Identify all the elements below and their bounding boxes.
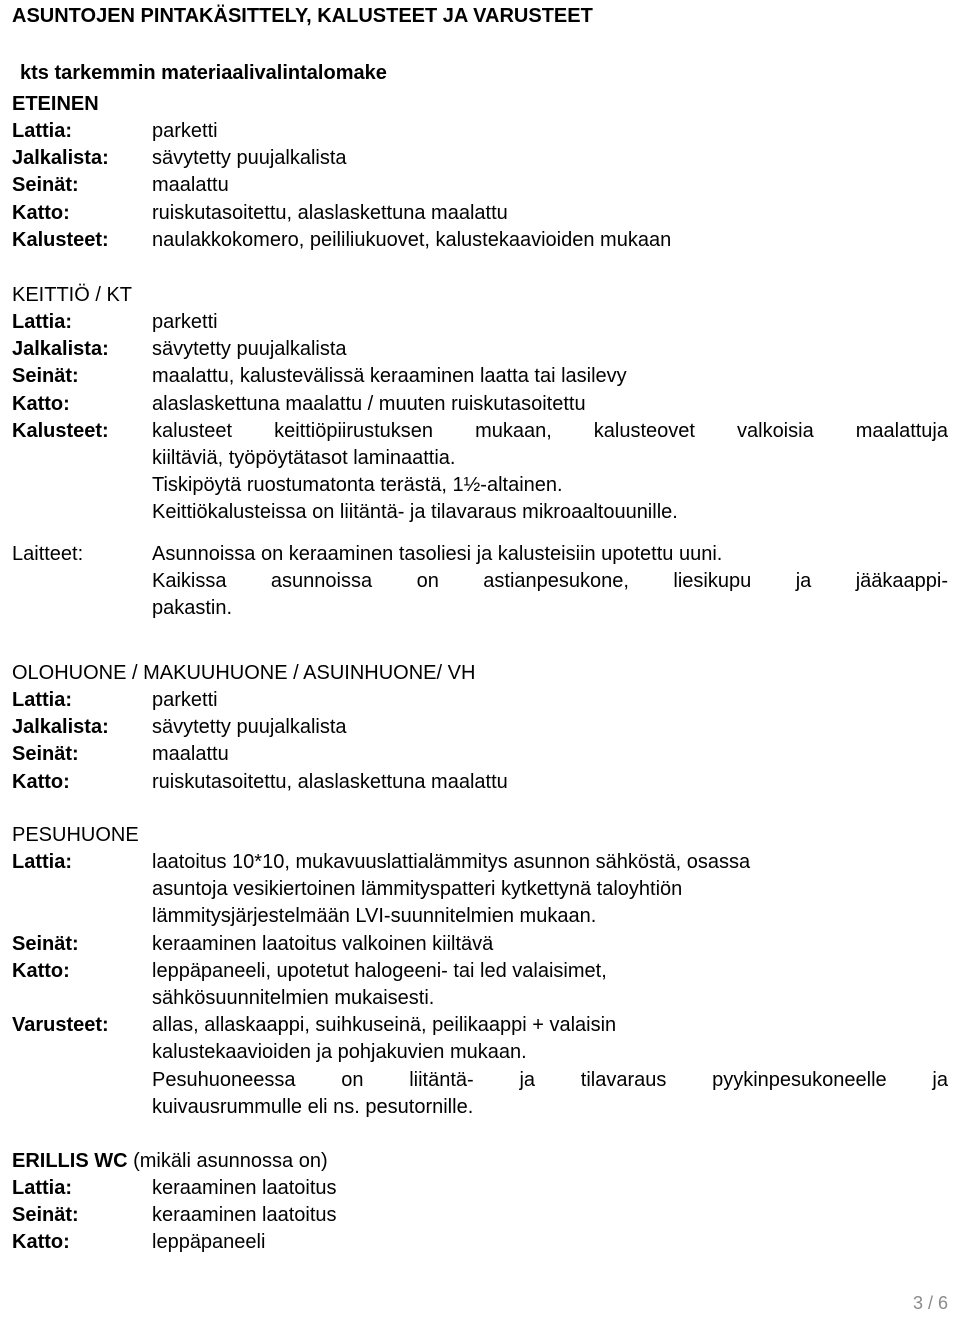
spec-label: Kalusteet:: [12, 228, 109, 251]
spec-label: Laitteet:: [12, 542, 84, 565]
spec-value-line: maalattu: [152, 174, 229, 197]
spec-value-line: Kaikissa asunnoissa on astianpesukone, liesikupu ja jääkaappi-: [152, 569, 948, 592]
page-separator: /: [922, 1293, 938, 1313]
spec-label: Lattia:: [12, 311, 72, 333]
spec-value-line: Pesuhuoneessa on liitäntä- ja tilavaraus pyykinpesukoneelle ja: [152, 1068, 948, 1091]
section-heading: PESUHUONE: [12, 824, 139, 846]
spec-value: [152, 118, 948, 145]
spec-label: Seinät:: [12, 932, 79, 955]
spec-label: Jalkalista:: [12, 338, 109, 361]
spec-row: [12, 714, 948, 741]
spec-row: [12, 769, 948, 796]
spec-value: [152, 336, 948, 363]
spec-value-line: Asunnoissa on keraaminen tasoliesi ja kalusteisiin upotettu uuni.: [152, 542, 723, 565]
spec-value: [152, 958, 948, 1012]
spec-value-line: sävytetty puujalkalista: [152, 338, 347, 361]
section-heading: KEITTIÖ / KT: [12, 284, 133, 306]
spec-row: [12, 1229, 948, 1256]
spec-value: [152, 1229, 948, 1256]
spec-value-line: parketti: [152, 311, 218, 333]
section-heading: OLOHUONE / MAKUUHUONE / ASUINHUONE/ VH: [12, 662, 476, 684]
section-heading-note: (mikäli asunnossa on): [133, 1150, 328, 1172]
section-erillis-wc: [12, 1148, 948, 1257]
spec-value-line: leppäpaneeli: [152, 1231, 266, 1254]
spec-label: Varusteet:: [12, 1014, 109, 1037]
spec-value: [152, 1012, 948, 1121]
spec-value: [152, 1175, 948, 1202]
spec-value-line: kuivausrummulle eli ns. pesutornille.: [152, 1095, 474, 1118]
spec-value-line: kalustekaavioiden ja pohjakuvien mukaan.: [152, 1041, 527, 1064]
spec-value-line: sävytetty puujalkalista: [152, 147, 347, 170]
spec-value: [152, 200, 948, 227]
spec-label: Lattia:: [12, 689, 72, 711]
spec-row: [12, 1175, 948, 1202]
spec-value-line: lämmitysjärjestelmään LVI-suunnitelmien mukaan.: [152, 905, 597, 928]
spec-value-line: asuntoja vesikiertoinen lämmityspatteri kytkettynä taloyhtiön: [152, 878, 683, 901]
spec-value-line: ruiskutasoitettu, alaslaskettuna maalattu: [152, 770, 508, 793]
page-number: [913, 1293, 948, 1314]
spec-row: [12, 958, 948, 1012]
materials-note: kts tarkemmin materiaalivalintalomake: [20, 62, 387, 84]
spec-value: [152, 363, 948, 390]
spec-row: [12, 741, 948, 768]
spec-value-line: leppäpaneeli, upotetut halogeeni- tai led valaisimet,: [152, 959, 607, 982]
spec-value: [152, 849, 948, 931]
spec-label: Seinät:: [12, 743, 79, 766]
spec-value: [152, 687, 948, 714]
spec-row: [12, 227, 948, 254]
section-heading: ETEINEN: [12, 93, 99, 115]
spec-value-line: laatoitus 10*10, mukavuuslattialämmitys asunnon sähköstä, osassa: [152, 851, 751, 873]
spec-value: [152, 541, 948, 623]
spec-row: [12, 687, 948, 714]
spec-row: [12, 172, 948, 199]
spec-label: Katto:: [12, 201, 70, 224]
spec-label: Seinät:: [12, 1204, 79, 1227]
spec-row: [12, 541, 948, 623]
spec-row: [12, 849, 948, 931]
spec-value: [152, 145, 948, 172]
spec-label: Katto:: [12, 770, 70, 793]
spec-label: Lattia:: [12, 851, 72, 873]
spec-value-line: allas, allaskaappi, suihkuseinä, peilikaappi + valaisin: [152, 1014, 617, 1037]
spec-value: [152, 931, 948, 958]
spec-value-line: keraaminen laatoitus: [152, 1204, 337, 1227]
spec-value-line: parketti: [152, 120, 218, 142]
spec-row: [12, 200, 948, 227]
page-current: 3: [912, 1293, 923, 1313]
spec-row: [12, 145, 948, 172]
spec-row: [12, 363, 948, 390]
spec-label: Jalkalista:: [12, 716, 109, 739]
spec-row: [12, 931, 948, 958]
spec-value: [152, 227, 948, 254]
spec-row: [12, 336, 948, 363]
section-heading: [12, 1148, 948, 1175]
spec-value-line: Keittiökalusteissa on liitäntä- ja tilavaraus mikroaaltouunille.: [152, 501, 678, 524]
section-olohuone: [12, 660, 948, 796]
spec-value-line: keraaminen laatoitus valkoinen kiiltävä: [152, 932, 494, 955]
spec-value-line: parketti: [152, 689, 218, 711]
spec-value-line: ruiskutasoitettu, alaslaskettuna maalattu: [152, 201, 508, 224]
spec-value: [152, 309, 948, 336]
spec-row: [12, 418, 948, 527]
spec-row: [12, 1012, 948, 1121]
spec-row: [12, 1202, 948, 1229]
spec-value-line: sävytetty puujalkalista: [152, 716, 347, 739]
spec-label: Jalkalista:: [12, 147, 109, 170]
spec-value-line: keraaminen laatoitus: [152, 1177, 337, 1199]
spec-value-line: Tiskipöytä ruostumatonta terästä, 1½-altainen.: [152, 474, 563, 497]
spec-value-line: sähkösuunnitelmien mukaisesti.: [152, 987, 435, 1010]
section-eteinen: [12, 91, 948, 254]
spec-label: Katto:: [12, 392, 70, 415]
spec-row: [12, 391, 948, 418]
page-total: 6: [937, 1293, 948, 1313]
document-title: ASUNTOJEN PINTAKÄSITTELY, KALUSTEET JA VARUSTEET: [12, 5, 593, 27]
spec-value: [152, 418, 948, 527]
spec-value: [152, 391, 948, 418]
spec-value-line: alaslaskettuna maalattu / muuten ruiskutasoitettu: [152, 392, 586, 415]
spec-label: Kalusteet:: [12, 419, 109, 442]
spec-value-line: kiiltäviä, työpöytätasot laminaattia.: [152, 447, 456, 470]
section-keittio: [12, 282, 948, 622]
spec-value-line: maalattu, kalustevälissä keraaminen laatta tai lasilevy: [152, 365, 627, 388]
spec-value: [152, 172, 948, 199]
spec-label: Katto:: [12, 959, 70, 982]
section-pesuhuone: [12, 822, 948, 1121]
spec-label: Katto:: [12, 1231, 70, 1254]
spec-value: [152, 714, 948, 741]
spec-label: Seinät:: [12, 174, 79, 197]
spec-value: [152, 741, 948, 768]
spec-row: [12, 118, 948, 145]
spec-label: Lattia:: [12, 120, 72, 142]
spec-value: [152, 769, 948, 796]
spec-value: [152, 1202, 948, 1229]
spec-value-line: naulakkokomero, peililiukuovet, kalustekaavioiden mukaan: [152, 228, 672, 251]
section-heading-title: ERILLIS WC: [12, 1150, 128, 1172]
spec-label: Lattia:: [12, 1177, 72, 1199]
spec-value-line: kalusteet keittiöpiirustuksen mukaan, kalusteovet valkoisia maalattuja: [152, 419, 948, 442]
spec-value-line: pakastin.: [152, 597, 233, 620]
spec-label: Seinät:: [12, 365, 79, 388]
spec-row: [12, 309, 948, 336]
spec-value-line: maalattu: [152, 743, 229, 766]
